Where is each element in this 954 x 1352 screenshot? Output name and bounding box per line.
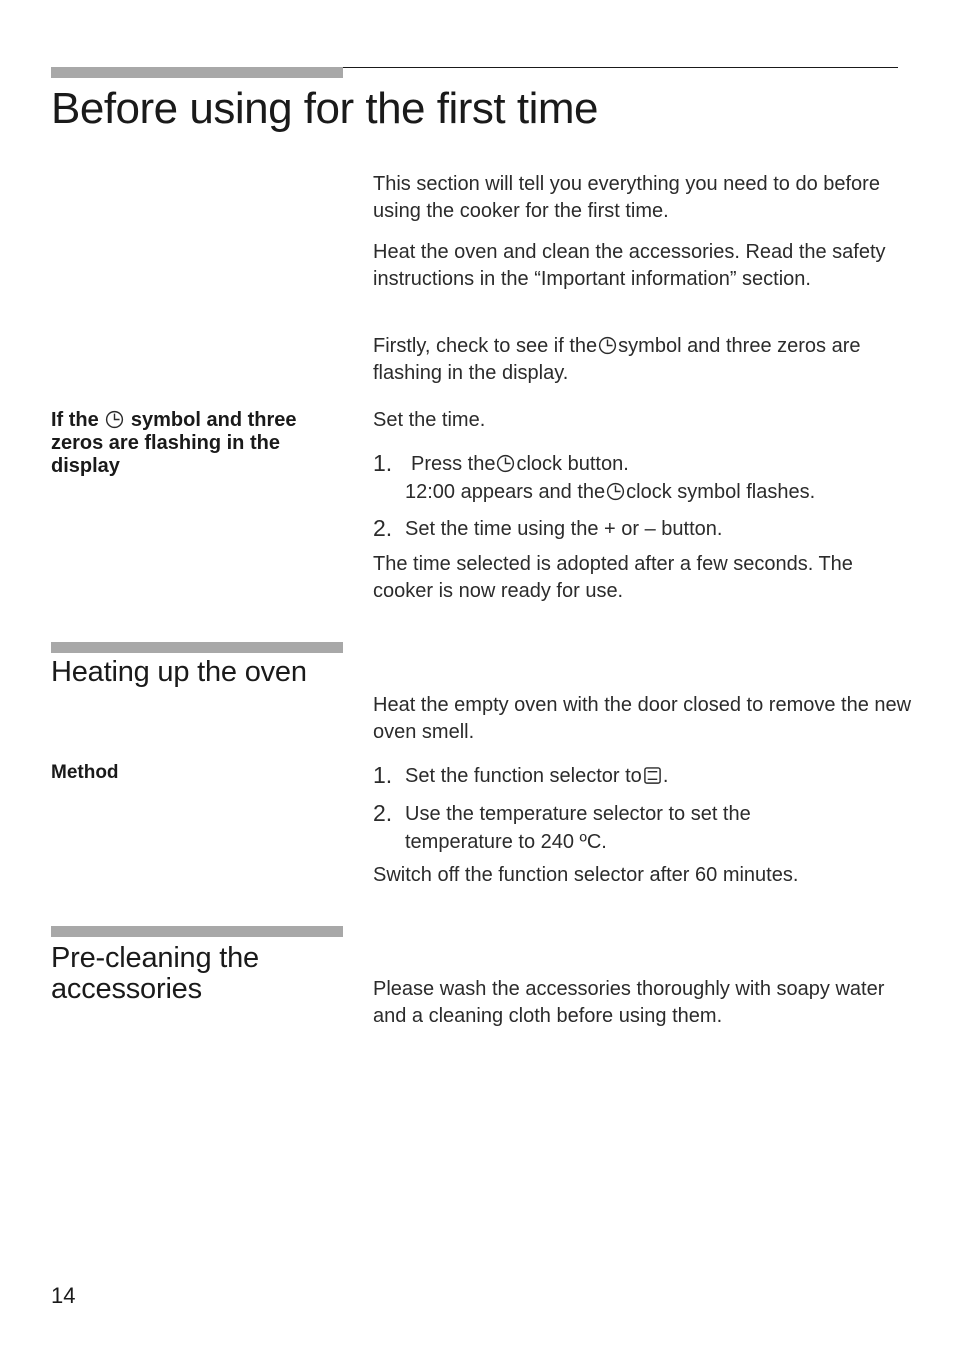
heating-intro: Heat the empty oven with the door closed to remove the new oven smell. <box>373 694 912 743</box>
step-number: 2. <box>373 515 393 541</box>
intro-paragraph-3: Firstly, check to see if the symbol and three zeros are flashing in the display. <box>373 335 861 384</box>
set-time-lead: Set the time. <box>373 409 486 431</box>
step-number: 2. <box>373 800 393 826</box>
section-rule-bar <box>51 642 343 653</box>
precleaning-heading: Pre-cleaning the accessories <box>51 942 259 1005</box>
clock-icon <box>105 410 124 429</box>
step-number: 1. <box>373 762 393 788</box>
clock-icon <box>606 482 625 501</box>
set-time-step-1-result: 12:00 appears and the clock symbol flashes. <box>405 481 816 503</box>
heating-step-2: Use the temperature selector to set the temperature to 240 ºC. <box>405 803 751 853</box>
step-number: 1. <box>373 450 393 476</box>
heating-outro: Switch off the function selector after 60 minutes. <box>373 864 799 886</box>
heating-heading: Heating up the oven <box>51 656 307 688</box>
clock-icon <box>598 336 617 355</box>
top-bottom-heat-icon <box>643 766 662 785</box>
page-number: 14 <box>51 1283 76 1308</box>
title-rule-line <box>343 67 898 68</box>
set-time-step-1: Press the clock button. <box>411 453 629 475</box>
precleaning-text: Please wash the accessories thoroughly with soapy water and a cleaning cloth before using them. <box>373 978 885 1027</box>
heating-step-1: Set the function selector to . <box>405 765 669 787</box>
method-label: Method <box>51 762 119 783</box>
section-rule-bar <box>51 926 343 937</box>
page-title: Before using for the first time <box>51 84 598 133</box>
set-time-outro: The time selected is adopted after a few seconds. The cooker is now ready for use. <box>373 553 853 602</box>
set-time-step-2: Set the time using the + or – button. <box>405 518 723 540</box>
title-rule-bar <box>51 67 343 78</box>
set-time-heading: If the symbol and three zeros are flashing in the display <box>51 409 297 477</box>
intro-paragraph-1: This section will tell you everything you need to do before using the cooker for the first time. <box>373 173 880 222</box>
clock-icon <box>496 454 515 473</box>
intro-paragraph-2: Heat the oven and clean the accessories. Read the safety instructions in the “Important information” section. <box>373 241 886 290</box>
